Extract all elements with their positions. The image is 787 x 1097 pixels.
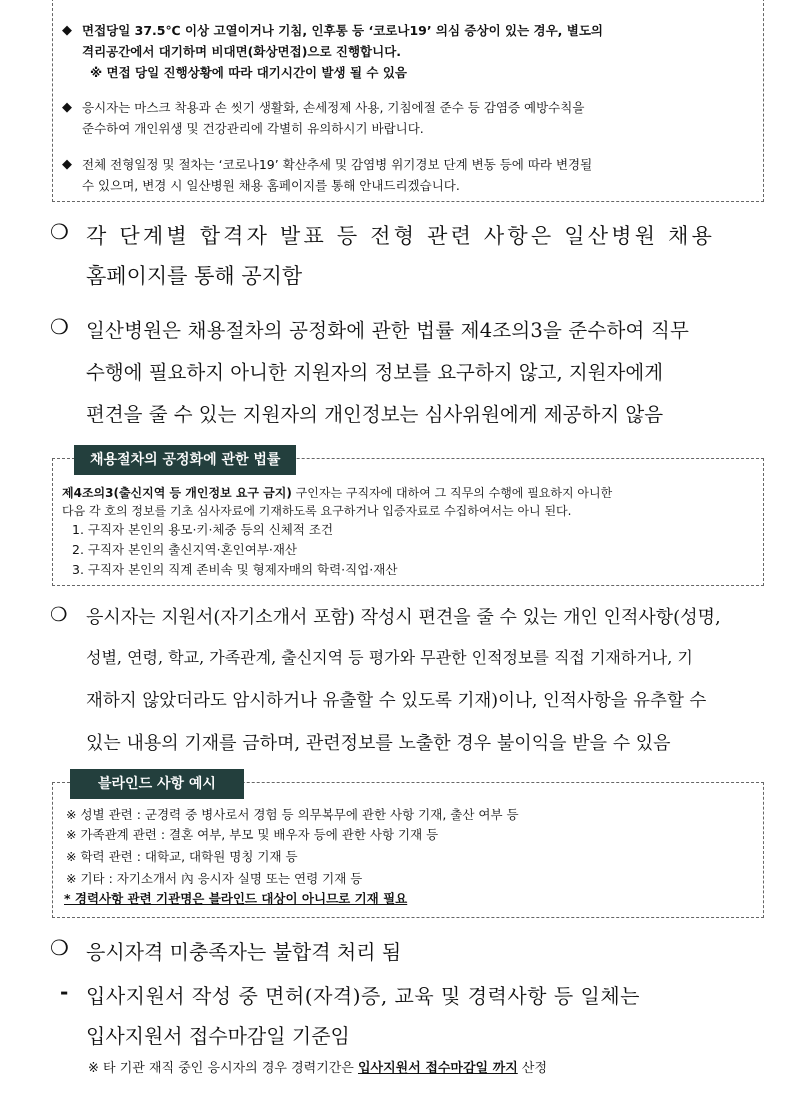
circle-bullet-icon: ❍ [50, 315, 69, 339]
diamond-bullet-icon: ◆ [62, 100, 72, 115]
paragraph-line: 있는 내용의 기재를 금하며, 관련정보를 노출한 경우 불이익을 받을 수 있음 [86, 733, 671, 754]
paragraph-disqualification [50, 936, 770, 966]
law-list-item: 3. 구직자 본인의 직계 존비속 및 형제자매의 학력·직업·재산 [72, 562, 398, 577]
law-article-line [62, 484, 612, 502]
circle-bullet-icon: ❍ [50, 936, 69, 960]
dash-bullet: - [60, 980, 69, 1004]
law-list-item: 2. 구직자 본인의 출신지역·혼인여부·재산 [72, 542, 297, 557]
paragraph-line: 입사지원서 접수마감일 기준임 [86, 1024, 350, 1048]
diamond-bullet-icon: ◆ [62, 23, 72, 38]
paragraph-blind-rules [50, 603, 770, 763]
notice-line: 면접당일 37.5℃ 이상 고열이거나 기침, 인후통 등 ‘코로나19’ 의심 증상이 있는 경우, 별도의 [82, 23, 603, 38]
notice-line: 수 있으며, 변경 시 일산병원 채용 홈페이지를 통해 안내드리겠습니다. [82, 178, 460, 193]
blind-box-tag: 블라인드 사항 예시 [70, 769, 244, 799]
blind-example-item: ※ 가족관계 관련 : 결혼 여부, 부모 및 배우자 등에 관한 사항 기재 등 [66, 827, 439, 842]
paragraph-line: 성별, 연령, 학교, 가족관계, 출신지역 등 평가와 무관한 인적정보를 직접 기재하거나, 기 [86, 648, 693, 667]
law-article-text: 다음 각 호의 정보를 기초 심사자료에 기재하도록 요구하거나 입증자료로 수집하여서는 아니 된다. [62, 504, 572, 518]
paragraph-line: 재하지 않았더라도 암시하거나 유출할 수 있도록 기재)이나, 인적사항을 유추할 수 [86, 691, 707, 711]
notice-line: 응시자는 마스크 착용과 손 씻기 생활화, 손세정제 사용, 기침에절 준수 등 감염증 예방수칙을 [82, 100, 585, 115]
notice-item-fever [62, 20, 756, 83]
blind-example-item: ※ 성별 관련 : 군경력 중 병사로서 경험 등 의무복무에 관한 사항 기재, 출산 여부 등 [66, 807, 519, 822]
notice-line: 준수하여 개인위생 및 건강관리에 각별히 유의하시기 바랍니다. [82, 121, 424, 136]
paragraph-line: 응시자는 지원서(자기소개서 포함) 작성시 편견을 줄 수 있는 개인 인적사항(성명, [86, 607, 721, 628]
notice-subnote: ※ 면접 당일 진행상황에 따라 대기시간이 발생 될 수 있음 [90, 65, 407, 80]
notice-item-hygiene [62, 97, 756, 139]
paragraph-line: 각 단계별 합격자 발표 등 전형 관련 사항은 일산병원 채용 [86, 224, 716, 248]
paragraph-line: 응시자격 미충족자는 불합격 처리 됨 [86, 940, 402, 964]
final-note-emphasis: 입사지원서 접수마감일 까지 [358, 1061, 518, 1076]
paragraph-line: 입사지원서 작성 중 면허(자격)증, 교육 및 경력사항 등 일체는 [86, 984, 641, 1008]
final-note-text: ※ 타 기관 재직 중인 응시자의 경우 경력기간은 [88, 1061, 358, 1076]
paragraph-deadline-basis [50, 980, 770, 1060]
law-article-text: 구인자는 구직자에 대하여 그 직무의 수행에 필요하지 아니한 [291, 486, 613, 500]
law-list-item: 1. 구직자 본인의 용모·키·체중 등의 신체적 조건 [72, 522, 334, 537]
paragraph-line: 일산병원은 채용절차의 공정화에 관한 법률 제4조의3을 준수하여 직무 [86, 319, 690, 342]
circle-bullet-icon: ❍ [50, 603, 68, 626]
final-note [88, 1060, 547, 1078]
circle-bullet-icon: ❍ [50, 220, 69, 244]
blind-footnote: * 경력사항 관련 기관명은 블라인드 대상이 아니므로 기재 필요 [64, 891, 408, 906]
final-note-text: 산정 [517, 1061, 547, 1076]
paragraph-line: 수행에 필요하지 아니한 지원자의 정보를 요구하지 않고, 지원자에게 [86, 361, 664, 384]
law-article-title: 제4조의3(출신지역 등 개인정보 요구 금지) [62, 486, 292, 500]
notice-line: 격리공간에서 대기하며 비대면(화상면접)으로 진행합니다. [82, 44, 402, 59]
blind-example-item: ※ 학력 관련 : 대학교, 대학원 명칭 기재 등 [66, 849, 298, 864]
paragraph-announcement [50, 220, 770, 300]
notice-item-schedule [62, 154, 756, 196]
blind-example-item: ※ 기타 : 자기소개서 內 응시자 실명 또는 연령 기재 등 [66, 871, 363, 886]
law-box-tag: 채용절차의 공정화에 관한 법률 [74, 445, 296, 475]
paragraph-line: 홈페이지를 통해 공지함 [86, 264, 303, 288]
paragraph-line: 편견을 줄 수 있는 지원자의 개인정보는 심사위원에게 제공하지 않음 [86, 403, 664, 426]
notice-line: 전체 전형일정 및 절차는 ‘코로나19’ 확산추세 및 감염병 위기경보 단계 변동 등에 따라 변경될 [82, 157, 593, 172]
diamond-bullet-icon: ◆ [62, 157, 72, 172]
paragraph-fairness-law [50, 315, 770, 435]
